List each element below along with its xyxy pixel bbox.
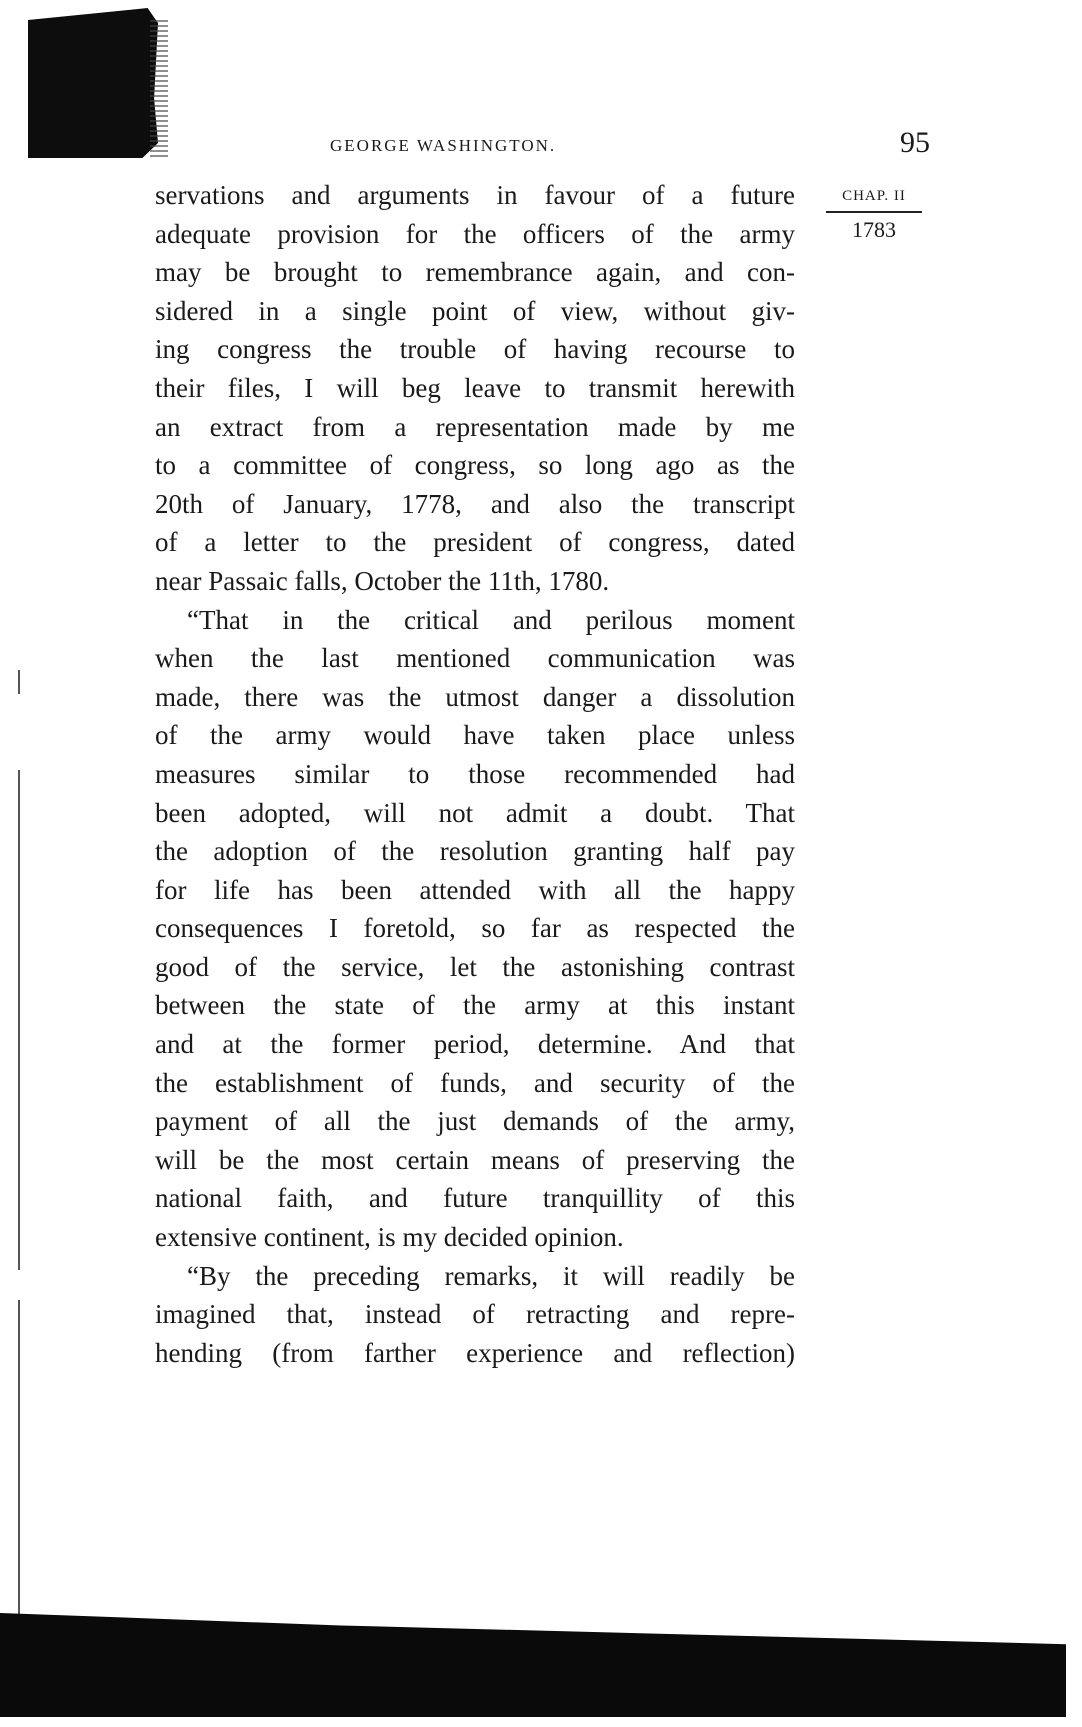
scan-shadow-bottom xyxy=(0,1613,1066,1717)
text-line: of a letter to the president of congress, dated xyxy=(155,527,795,558)
paragraph xyxy=(155,176,795,601)
text-line: 20th of January, 1778, and also the transcript xyxy=(155,488,795,519)
text-line: will be the most certain means of preserving the xyxy=(155,1144,795,1175)
body-text xyxy=(155,176,795,1372)
scan-edge-mark xyxy=(18,670,20,694)
text-line: and at the former period, determine. And that xyxy=(155,1029,795,1060)
paragraph xyxy=(155,1257,795,1373)
paragraph xyxy=(155,601,795,1257)
text-line: for life has been attended with all the happy xyxy=(155,874,795,905)
text-line: servations and arguments in favour of a future xyxy=(155,180,795,210)
text-line: payment of all the just demands of the army, xyxy=(155,1106,795,1137)
text-line: made, there was the utmost danger a dissolution xyxy=(155,681,795,712)
text-line: good of the service, let the astonishing contrast xyxy=(155,951,795,982)
chapter-label: CHAP. II xyxy=(826,188,922,213)
text-line: national faith, and future tranquillity of this xyxy=(155,1183,795,1214)
margin-notes xyxy=(826,188,922,243)
text-line: adequate provision for the officers of the army xyxy=(155,218,795,249)
text-line: ing congress the trouble of having recourse to xyxy=(155,334,795,365)
year-label: 1783 xyxy=(852,217,896,242)
text-line: the adoption of the resolution granting half pay xyxy=(155,836,795,867)
text-line: between the state of the army at this instant xyxy=(155,990,795,1021)
text-line: an extract from a representation made by me xyxy=(155,411,795,442)
running-head: GEORGE WASHINGTON. xyxy=(330,136,557,155)
text-line: imagined that, instead of retracting and repre- xyxy=(155,1299,795,1330)
text-line: sidered in a single point of view, without giv- xyxy=(155,295,795,326)
text-line: to a committee of congress, so long ago as the xyxy=(155,450,795,481)
text-line: when the last mentioned communication was xyxy=(155,643,795,674)
text-line: their files, I will beg leave to transmit herewith xyxy=(155,372,795,403)
text-line: measures similar to those recommended had xyxy=(155,758,795,789)
text-line: extensive continent, is my decided opinion. xyxy=(155,1222,624,1253)
text-line: “That in the critical and perilous moment xyxy=(187,604,795,635)
text-line: of the army would have taken place unless xyxy=(155,720,795,751)
text-line: “By the preceding remarks, it will readily be xyxy=(187,1260,795,1291)
text-line: the establishment of funds, and security of the xyxy=(155,1067,795,1098)
text-line: been adopted, will not admit a doubt. That xyxy=(155,797,795,828)
text-line: consequences I foretold, so far as respected the xyxy=(155,913,795,944)
scan-edge-mark xyxy=(18,770,20,1270)
page-header xyxy=(0,126,1082,172)
text-line: may be brought to remembrance again, and con- xyxy=(155,257,795,288)
page-number: 95 xyxy=(900,126,930,159)
text-line: near Passaic falls, October the 11th, 1780. xyxy=(155,565,610,596)
text-line: hending (from farther experience and reflection) xyxy=(155,1337,795,1368)
scan-edge-mark xyxy=(18,1300,20,1620)
